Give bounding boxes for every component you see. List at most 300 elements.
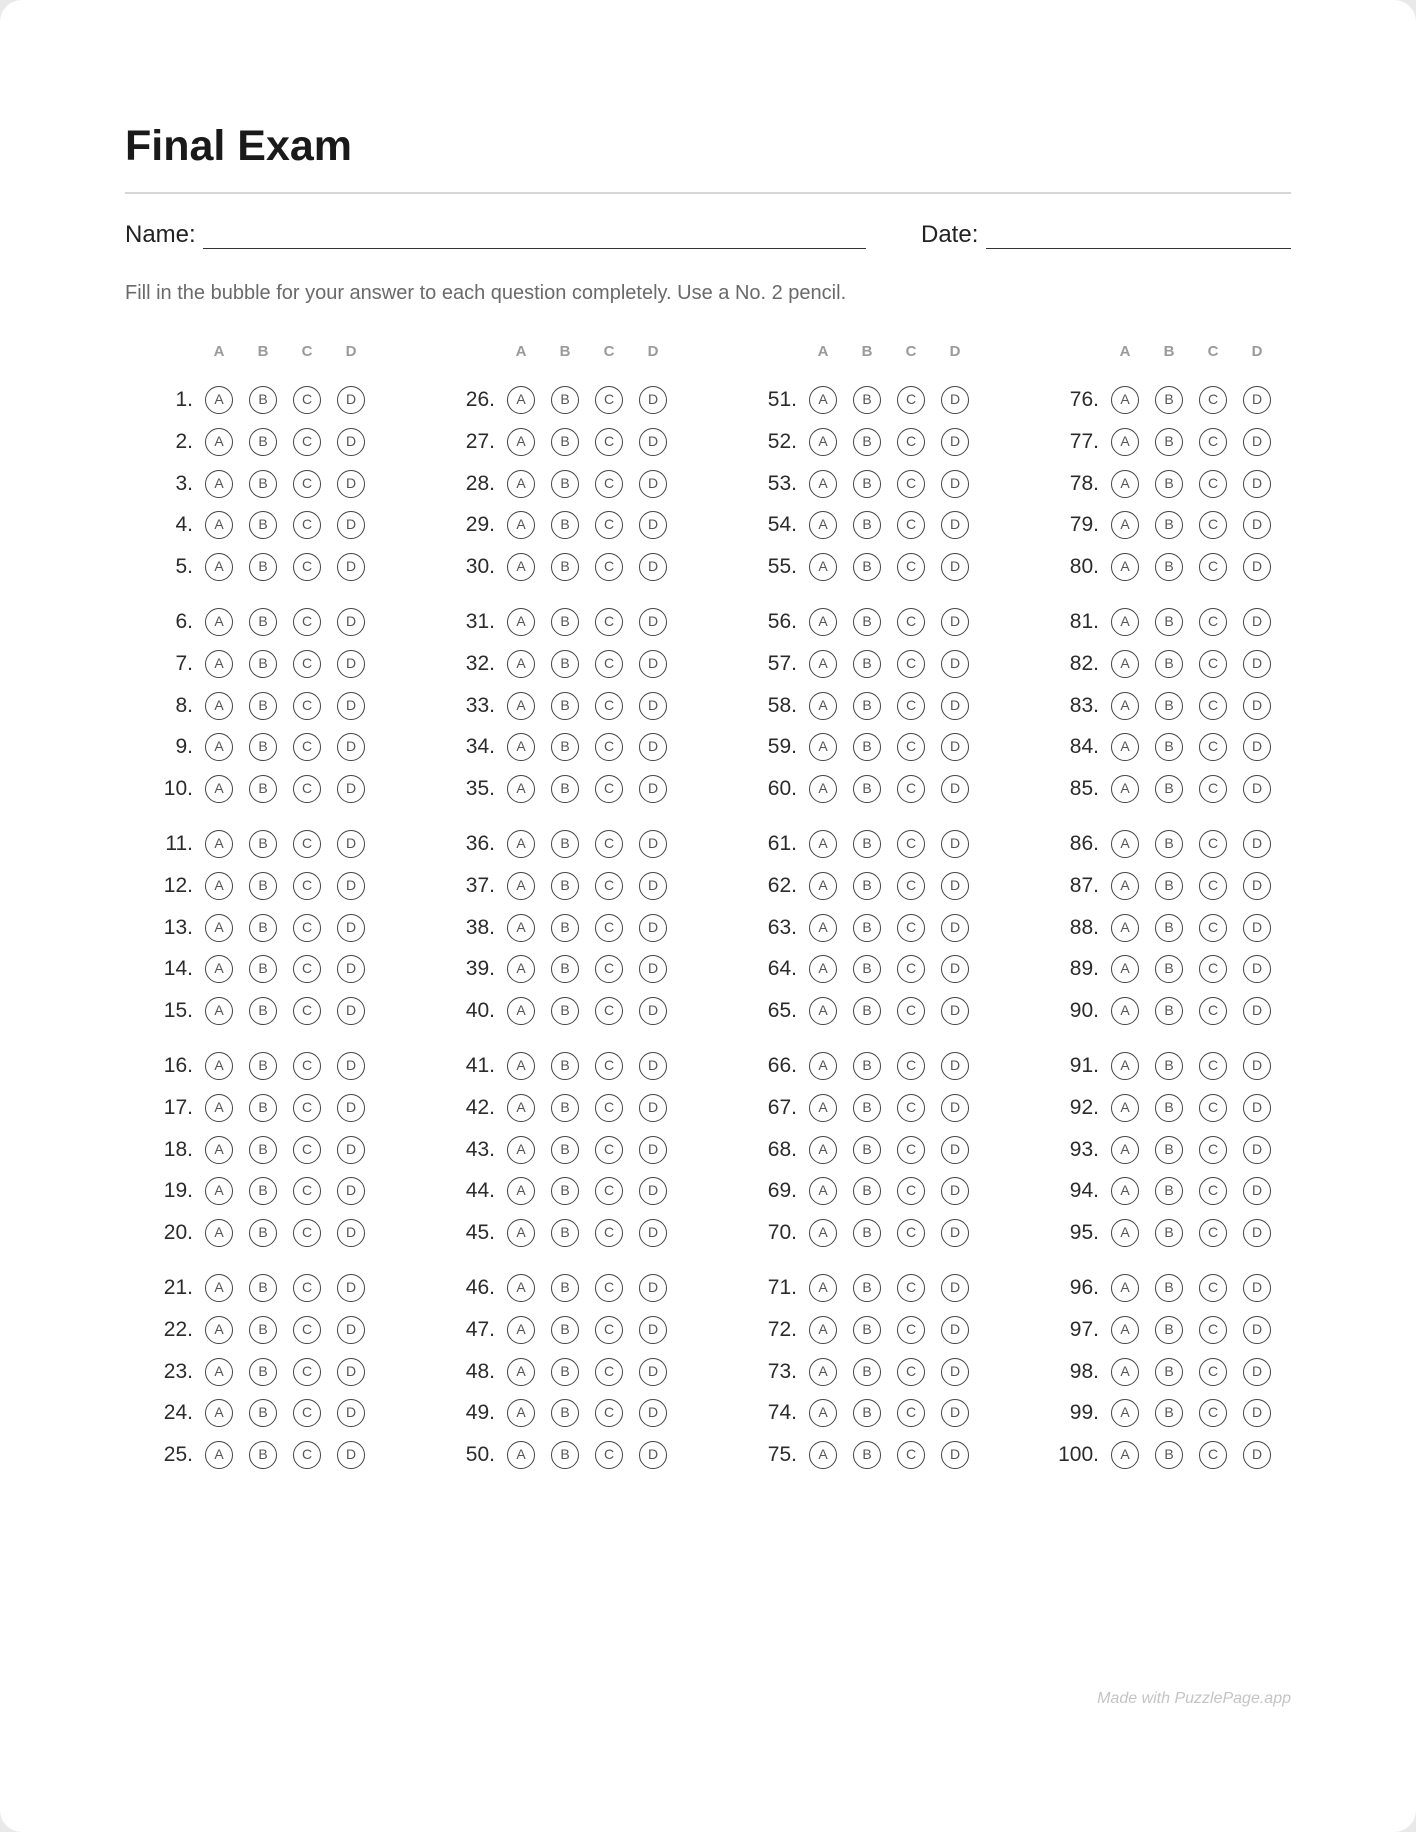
answer-bubble-a[interactable]: A [809, 830, 837, 858]
answer-bubble-d[interactable]: D [337, 914, 365, 942]
answer-bubble-a[interactable]: A [1111, 914, 1139, 942]
answer-bubble-d[interactable]: D [941, 692, 969, 720]
answer-bubble-c[interactable]: C [1199, 1177, 1227, 1205]
answer-bubble-a[interactable]: A [809, 553, 837, 581]
date-field-line[interactable] [986, 248, 1291, 249]
answer-bubble-a[interactable]: A [205, 1094, 233, 1122]
answer-bubble-a[interactable]: A [1111, 1316, 1139, 1344]
answer-bubble-b[interactable]: B [551, 1052, 579, 1080]
answer-bubble-c[interactable]: C [897, 997, 925, 1025]
answer-bubble-a[interactable]: A [1111, 511, 1139, 539]
answer-bubble-c[interactable]: C [293, 386, 321, 414]
answer-bubble-a[interactable]: A [507, 1094, 535, 1122]
answer-bubble-d[interactable]: D [337, 650, 365, 678]
answer-bubble-a[interactable]: A [809, 997, 837, 1025]
answer-bubble-c[interactable]: C [1199, 872, 1227, 900]
answer-bubble-c[interactable]: C [1199, 650, 1227, 678]
answer-bubble-d[interactable]: D [337, 1177, 365, 1205]
answer-bubble-d[interactable]: D [337, 775, 365, 803]
answer-bubble-d[interactable]: D [337, 511, 365, 539]
answer-bubble-c[interactable]: C [897, 1219, 925, 1247]
answer-bubble-a[interactable]: A [205, 955, 233, 983]
answer-bubble-b[interactable]: B [1155, 511, 1183, 539]
answer-bubble-b[interactable]: B [551, 1094, 579, 1122]
answer-bubble-c[interactable]: C [293, 1136, 321, 1164]
answer-bubble-c[interactable]: C [1199, 775, 1227, 803]
answer-bubble-c[interactable]: C [897, 608, 925, 636]
answer-bubble-d[interactable]: D [337, 1358, 365, 1386]
answer-bubble-c[interactable]: C [293, 511, 321, 539]
answer-bubble-c[interactable]: C [595, 872, 623, 900]
answer-bubble-a[interactable]: A [205, 470, 233, 498]
answer-bubble-c[interactable]: C [595, 1358, 623, 1386]
answer-bubble-b[interactable]: B [551, 997, 579, 1025]
answer-bubble-d[interactable]: D [941, 1441, 969, 1469]
answer-bubble-c[interactable]: C [897, 470, 925, 498]
answer-bubble-c[interactable]: C [293, 1441, 321, 1469]
answer-bubble-d[interactable]: D [1243, 914, 1271, 942]
answer-bubble-d[interactable]: D [1243, 1399, 1271, 1427]
answer-bubble-d[interactable]: D [337, 553, 365, 581]
answer-bubble-d[interactable]: D [941, 1316, 969, 1344]
answer-bubble-c[interactable]: C [897, 650, 925, 678]
answer-bubble-d[interactable]: D [941, 650, 969, 678]
answer-bubble-d[interactable]: D [1243, 997, 1271, 1025]
answer-bubble-c[interactable]: C [1199, 608, 1227, 636]
answer-bubble-a[interactable]: A [1111, 1358, 1139, 1386]
answer-bubble-a[interactable]: A [1111, 775, 1139, 803]
answer-bubble-d[interactable]: D [337, 470, 365, 498]
answer-bubble-d[interactable]: D [941, 872, 969, 900]
answer-bubble-b[interactable]: B [1155, 1399, 1183, 1427]
answer-bubble-d[interactable]: D [337, 1399, 365, 1427]
answer-bubble-a[interactable]: A [809, 650, 837, 678]
answer-bubble-d[interactable]: D [639, 1399, 667, 1427]
answer-bubble-a[interactable]: A [809, 1274, 837, 1302]
answer-bubble-d[interactable]: D [1243, 1052, 1271, 1080]
answer-bubble-c[interactable]: C [897, 1094, 925, 1122]
answer-bubble-d[interactable]: D [337, 997, 365, 1025]
answer-bubble-c[interactable]: C [897, 733, 925, 761]
answer-bubble-a[interactable]: A [1111, 553, 1139, 581]
answer-bubble-d[interactable]: D [639, 733, 667, 761]
answer-bubble-c[interactable]: C [595, 511, 623, 539]
answer-bubble-c[interactable]: C [897, 428, 925, 456]
answer-bubble-c[interactable]: C [897, 1177, 925, 1205]
answer-bubble-d[interactable]: D [941, 470, 969, 498]
answer-bubble-a[interactable]: A [205, 1052, 233, 1080]
answer-bubble-b[interactable]: B [249, 1441, 277, 1469]
answer-bubble-d[interactable]: D [639, 470, 667, 498]
answer-bubble-c[interactable]: C [1199, 692, 1227, 720]
answer-bubble-c[interactable]: C [897, 1052, 925, 1080]
answer-bubble-d[interactable]: D [1243, 511, 1271, 539]
answer-bubble-c[interactable]: C [293, 1399, 321, 1427]
answer-bubble-c[interactable]: C [1199, 1052, 1227, 1080]
answer-bubble-c[interactable]: C [293, 914, 321, 942]
answer-bubble-b[interactable]: B [249, 775, 277, 803]
answer-bubble-c[interactable]: C [595, 955, 623, 983]
answer-bubble-b[interactable]: B [1155, 1052, 1183, 1080]
answer-bubble-d[interactable]: D [1243, 872, 1271, 900]
answer-bubble-a[interactable]: A [809, 955, 837, 983]
answer-bubble-c[interactable]: C [293, 1358, 321, 1386]
answer-bubble-b[interactable]: B [853, 775, 881, 803]
answer-bubble-c[interactable]: C [293, 608, 321, 636]
answer-bubble-d[interactable]: D [941, 830, 969, 858]
answer-bubble-c[interactable]: C [595, 1177, 623, 1205]
answer-bubble-c[interactable]: C [595, 775, 623, 803]
answer-bubble-d[interactable]: D [1243, 1441, 1271, 1469]
answer-bubble-b[interactable]: B [249, 553, 277, 581]
answer-bubble-c[interactable]: C [1199, 914, 1227, 942]
answer-bubble-a[interactable]: A [205, 1177, 233, 1205]
answer-bubble-d[interactable]: D [639, 997, 667, 1025]
answer-bubble-b[interactable]: B [853, 608, 881, 636]
answer-bubble-d[interactable]: D [941, 1136, 969, 1164]
answer-bubble-b[interactable]: B [551, 553, 579, 581]
answer-bubble-a[interactable]: A [205, 650, 233, 678]
answer-bubble-a[interactable]: A [507, 1052, 535, 1080]
answer-bubble-a[interactable]: A [1111, 1399, 1139, 1427]
answer-bubble-b[interactable]: B [1155, 1316, 1183, 1344]
answer-bubble-d[interactable]: D [1243, 1136, 1271, 1164]
answer-bubble-b[interactable]: B [853, 470, 881, 498]
answer-bubble-a[interactable]: A [507, 733, 535, 761]
answer-bubble-a[interactable]: A [205, 428, 233, 456]
answer-bubble-d[interactable]: D [941, 553, 969, 581]
answer-bubble-a[interactable]: A [205, 1399, 233, 1427]
answer-bubble-d[interactable]: D [639, 1052, 667, 1080]
answer-bubble-d[interactable]: D [337, 1316, 365, 1344]
answer-bubble-c[interactable]: C [293, 872, 321, 900]
answer-bubble-b[interactable]: B [249, 386, 277, 414]
answer-bubble-a[interactable]: A [205, 553, 233, 581]
answer-bubble-b[interactable]: B [249, 1274, 277, 1302]
answer-bubble-d[interactable]: D [1243, 692, 1271, 720]
answer-bubble-d[interactable]: D [941, 1052, 969, 1080]
answer-bubble-a[interactable]: A [1111, 955, 1139, 983]
answer-bubble-c[interactable]: C [1199, 1441, 1227, 1469]
answer-bubble-c[interactable]: C [595, 386, 623, 414]
answer-bubble-a[interactable]: A [507, 608, 535, 636]
answer-bubble-b[interactable]: B [551, 830, 579, 858]
answer-bubble-b[interactable]: B [853, 650, 881, 678]
answer-bubble-b[interactable]: B [551, 1274, 579, 1302]
answer-bubble-c[interactable]: C [293, 1177, 321, 1205]
answer-bubble-c[interactable]: C [595, 1399, 623, 1427]
answer-bubble-c[interactable]: C [897, 775, 925, 803]
answer-bubble-c[interactable]: C [293, 1316, 321, 1344]
answer-bubble-c[interactable]: C [1199, 997, 1227, 1025]
answer-bubble-a[interactable]: A [507, 1316, 535, 1344]
answer-bubble-a[interactable]: A [1111, 1441, 1139, 1469]
answer-bubble-d[interactable]: D [1243, 1274, 1271, 1302]
answer-bubble-c[interactable]: C [1199, 1136, 1227, 1164]
answer-bubble-b[interactable]: B [853, 955, 881, 983]
answer-bubble-a[interactable]: A [809, 692, 837, 720]
answer-bubble-a[interactable]: A [1111, 830, 1139, 858]
answer-bubble-d[interactable]: D [639, 1441, 667, 1469]
answer-bubble-d[interactable]: D [941, 775, 969, 803]
answer-bubble-b[interactable]: B [551, 1441, 579, 1469]
answer-bubble-a[interactable]: A [205, 997, 233, 1025]
answer-bubble-b[interactable]: B [853, 1177, 881, 1205]
answer-bubble-b[interactable]: B [853, 428, 881, 456]
answer-bubble-c[interactable]: C [293, 1052, 321, 1080]
answer-bubble-b[interactable]: B [1155, 955, 1183, 983]
answer-bubble-d[interactable]: D [337, 608, 365, 636]
answer-bubble-a[interactable]: A [809, 1052, 837, 1080]
answer-bubble-c[interactable]: C [897, 1316, 925, 1344]
answer-bubble-c[interactable]: C [595, 553, 623, 581]
answer-bubble-b[interactable]: B [853, 1399, 881, 1427]
answer-bubble-c[interactable]: C [897, 1399, 925, 1427]
answer-bubble-a[interactable]: A [809, 1136, 837, 1164]
answer-bubble-d[interactable]: D [1243, 733, 1271, 761]
answer-bubble-a[interactable]: A [1111, 1219, 1139, 1247]
answer-bubble-a[interactable]: A [507, 830, 535, 858]
answer-bubble-d[interactable]: D [1243, 1358, 1271, 1386]
answer-bubble-d[interactable]: D [1243, 830, 1271, 858]
answer-bubble-b[interactable]: B [551, 428, 579, 456]
answer-bubble-b[interactable]: B [551, 386, 579, 414]
answer-bubble-d[interactable]: D [337, 1136, 365, 1164]
answer-bubble-c[interactable]: C [595, 997, 623, 1025]
answer-bubble-d[interactable]: D [337, 428, 365, 456]
answer-bubble-a[interactable]: A [205, 1136, 233, 1164]
answer-bubble-b[interactable]: B [1155, 733, 1183, 761]
answer-bubble-a[interactable]: A [809, 386, 837, 414]
answer-bubble-b[interactable]: B [551, 914, 579, 942]
answer-bubble-d[interactable]: D [941, 1094, 969, 1122]
answer-bubble-c[interactable]: C [897, 1358, 925, 1386]
answer-bubble-c[interactable]: C [595, 608, 623, 636]
answer-bubble-a[interactable]: A [1111, 428, 1139, 456]
answer-bubble-b[interactable]: B [1155, 1177, 1183, 1205]
answer-bubble-c[interactable]: C [1199, 1316, 1227, 1344]
answer-bubble-a[interactable]: A [205, 830, 233, 858]
answer-bubble-c[interactable]: C [595, 1052, 623, 1080]
answer-bubble-a[interactable]: A [809, 608, 837, 636]
answer-bubble-d[interactable]: D [1243, 1094, 1271, 1122]
answer-bubble-b[interactable]: B [853, 830, 881, 858]
answer-bubble-c[interactable]: C [293, 955, 321, 983]
answer-bubble-b[interactable]: B [853, 1052, 881, 1080]
answer-bubble-b[interactable]: B [551, 1358, 579, 1386]
answer-bubble-d[interactable]: D [639, 553, 667, 581]
answer-bubble-d[interactable]: D [941, 386, 969, 414]
answer-bubble-b[interactable]: B [853, 1316, 881, 1344]
answer-bubble-a[interactable]: A [507, 775, 535, 803]
answer-bubble-b[interactable]: B [249, 692, 277, 720]
answer-bubble-d[interactable]: D [941, 955, 969, 983]
answer-bubble-d[interactable]: D [941, 1358, 969, 1386]
answer-bubble-b[interactable]: B [551, 733, 579, 761]
answer-bubble-a[interactable]: A [205, 511, 233, 539]
answer-bubble-c[interactable]: C [293, 1274, 321, 1302]
answer-bubble-a[interactable]: A [1111, 1052, 1139, 1080]
answer-bubble-c[interactable]: C [897, 955, 925, 983]
answer-bubble-c[interactable]: C [595, 470, 623, 498]
answer-bubble-c[interactable]: C [293, 692, 321, 720]
answer-bubble-a[interactable]: A [809, 733, 837, 761]
answer-bubble-d[interactable]: D [639, 1219, 667, 1247]
answer-bubble-b[interactable]: B [853, 692, 881, 720]
answer-bubble-c[interactable]: C [595, 1094, 623, 1122]
answer-bubble-c[interactable]: C [1199, 955, 1227, 983]
answer-bubble-a[interactable]: A [809, 428, 837, 456]
answer-bubble-a[interactable]: A [507, 955, 535, 983]
answer-bubble-c[interactable]: C [595, 1316, 623, 1344]
answer-bubble-c[interactable]: C [897, 692, 925, 720]
answer-bubble-b[interactable]: B [551, 1219, 579, 1247]
answer-bubble-b[interactable]: B [249, 914, 277, 942]
answer-bubble-b[interactable]: B [1155, 692, 1183, 720]
answer-bubble-d[interactable]: D [941, 511, 969, 539]
answer-bubble-d[interactable]: D [1243, 775, 1271, 803]
answer-bubble-d[interactable]: D [337, 830, 365, 858]
answer-bubble-d[interactable]: D [1243, 553, 1271, 581]
answer-bubble-b[interactable]: B [1155, 1274, 1183, 1302]
answer-bubble-d[interactable]: D [941, 428, 969, 456]
answer-bubble-c[interactable]: C [293, 1219, 321, 1247]
answer-bubble-b[interactable]: B [551, 1399, 579, 1427]
answer-bubble-c[interactable]: C [293, 775, 321, 803]
answer-bubble-d[interactable]: D [639, 428, 667, 456]
answer-bubble-b[interactable]: B [853, 733, 881, 761]
answer-bubble-c[interactable]: C [595, 1274, 623, 1302]
answer-bubble-a[interactable]: A [507, 1274, 535, 1302]
answer-bubble-a[interactable]: A [507, 1399, 535, 1427]
answer-bubble-a[interactable]: A [809, 914, 837, 942]
answer-bubble-d[interactable]: D [1243, 428, 1271, 456]
answer-bubble-c[interactable]: C [595, 733, 623, 761]
answer-bubble-c[interactable]: C [1199, 830, 1227, 858]
answer-bubble-d[interactable]: D [639, 914, 667, 942]
answer-bubble-a[interactable]: A [507, 428, 535, 456]
answer-bubble-d[interactable]: D [337, 1441, 365, 1469]
answer-bubble-a[interactable]: A [1111, 470, 1139, 498]
answer-bubble-c[interactable]: C [1199, 1219, 1227, 1247]
answer-bubble-c[interactable]: C [897, 1136, 925, 1164]
answer-bubble-b[interactable]: B [853, 997, 881, 1025]
answer-bubble-d[interactable]: D [941, 1274, 969, 1302]
answer-bubble-b[interactable]: B [853, 914, 881, 942]
answer-bubble-a[interactable]: A [507, 553, 535, 581]
answer-bubble-b[interactable]: B [249, 1316, 277, 1344]
answer-bubble-d[interactable]: D [1243, 650, 1271, 678]
answer-bubble-d[interactable]: D [639, 1316, 667, 1344]
answer-bubble-d[interactable]: D [941, 997, 969, 1025]
answer-bubble-b[interactable]: B [853, 511, 881, 539]
answer-bubble-b[interactable]: B [1155, 1094, 1183, 1122]
answer-bubble-a[interactable]: A [809, 775, 837, 803]
answer-bubble-c[interactable]: C [1199, 553, 1227, 581]
answer-bubble-b[interactable]: B [1155, 914, 1183, 942]
answer-bubble-a[interactable]: A [809, 1316, 837, 1344]
answer-bubble-c[interactable]: C [293, 650, 321, 678]
answer-bubble-c[interactable]: C [897, 1441, 925, 1469]
answer-bubble-c[interactable]: C [293, 830, 321, 858]
answer-bubble-a[interactable]: A [507, 1358, 535, 1386]
answer-bubble-a[interactable]: A [507, 1441, 535, 1469]
answer-bubble-d[interactable]: D [639, 1358, 667, 1386]
answer-bubble-a[interactable]: A [809, 872, 837, 900]
answer-bubble-d[interactable]: D [639, 830, 667, 858]
answer-bubble-c[interactable]: C [1199, 386, 1227, 414]
answer-bubble-d[interactable]: D [337, 386, 365, 414]
answer-bubble-c[interactable]: C [293, 1094, 321, 1122]
answer-bubble-a[interactable]: A [205, 733, 233, 761]
answer-bubble-a[interactable]: A [507, 511, 535, 539]
answer-bubble-d[interactable]: D [941, 1399, 969, 1427]
answer-bubble-a[interactable]: A [809, 1219, 837, 1247]
answer-bubble-a[interactable]: A [1111, 733, 1139, 761]
answer-bubble-c[interactable]: C [897, 511, 925, 539]
answer-bubble-a[interactable]: A [1111, 1136, 1139, 1164]
answer-bubble-a[interactable]: A [507, 914, 535, 942]
answer-bubble-a[interactable]: A [809, 1358, 837, 1386]
answer-bubble-a[interactable]: A [1111, 1094, 1139, 1122]
answer-bubble-c[interactable]: C [293, 997, 321, 1025]
answer-bubble-b[interactable]: B [1155, 428, 1183, 456]
answer-bubble-b[interactable]: B [249, 733, 277, 761]
answer-bubble-a[interactable]: A [809, 1094, 837, 1122]
answer-bubble-b[interactable]: B [1155, 872, 1183, 900]
answer-bubble-c[interactable]: C [595, 692, 623, 720]
answer-bubble-b[interactable]: B [853, 1094, 881, 1122]
answer-bubble-b[interactable]: B [551, 511, 579, 539]
answer-bubble-b[interactable]: B [853, 1441, 881, 1469]
answer-bubble-d[interactable]: D [1243, 386, 1271, 414]
answer-bubble-d[interactable]: D [941, 914, 969, 942]
answer-bubble-c[interactable]: C [595, 428, 623, 456]
answer-bubble-c[interactable]: C [897, 1274, 925, 1302]
answer-bubble-d[interactable]: D [337, 1274, 365, 1302]
answer-bubble-c[interactable]: C [1199, 1094, 1227, 1122]
answer-bubble-d[interactable]: D [337, 872, 365, 900]
answer-bubble-b[interactable]: B [249, 1052, 277, 1080]
answer-bubble-a[interactable]: A [507, 470, 535, 498]
answer-bubble-b[interactable]: B [249, 1136, 277, 1164]
answer-bubble-b[interactable]: B [1155, 1358, 1183, 1386]
answer-bubble-a[interactable]: A [1111, 1274, 1139, 1302]
answer-bubble-a[interactable]: A [507, 650, 535, 678]
answer-bubble-b[interactable]: B [853, 1358, 881, 1386]
answer-bubble-c[interactable]: C [897, 872, 925, 900]
answer-bubble-a[interactable]: A [205, 1219, 233, 1247]
answer-bubble-b[interactable]: B [249, 997, 277, 1025]
answer-bubble-d[interactable]: D [337, 692, 365, 720]
answer-bubble-c[interactable]: C [1199, 470, 1227, 498]
answer-bubble-b[interactable]: B [551, 872, 579, 900]
answer-bubble-c[interactable]: C [1199, 733, 1227, 761]
answer-bubble-b[interactable]: B [551, 692, 579, 720]
answer-bubble-c[interactable]: C [595, 914, 623, 942]
answer-bubble-d[interactable]: D [337, 1219, 365, 1247]
answer-bubble-a[interactable]: A [205, 1441, 233, 1469]
answer-bubble-c[interactable]: C [293, 733, 321, 761]
answer-bubble-a[interactable]: A [205, 1316, 233, 1344]
answer-bubble-b[interactable]: B [1155, 1441, 1183, 1469]
answer-bubble-d[interactable]: D [639, 1177, 667, 1205]
answer-bubble-b[interactable]: B [1155, 470, 1183, 498]
answer-bubble-b[interactable]: B [853, 872, 881, 900]
answer-bubble-a[interactable]: A [507, 997, 535, 1025]
answer-bubble-c[interactable]: C [293, 428, 321, 456]
answer-bubble-c[interactable]: C [293, 553, 321, 581]
